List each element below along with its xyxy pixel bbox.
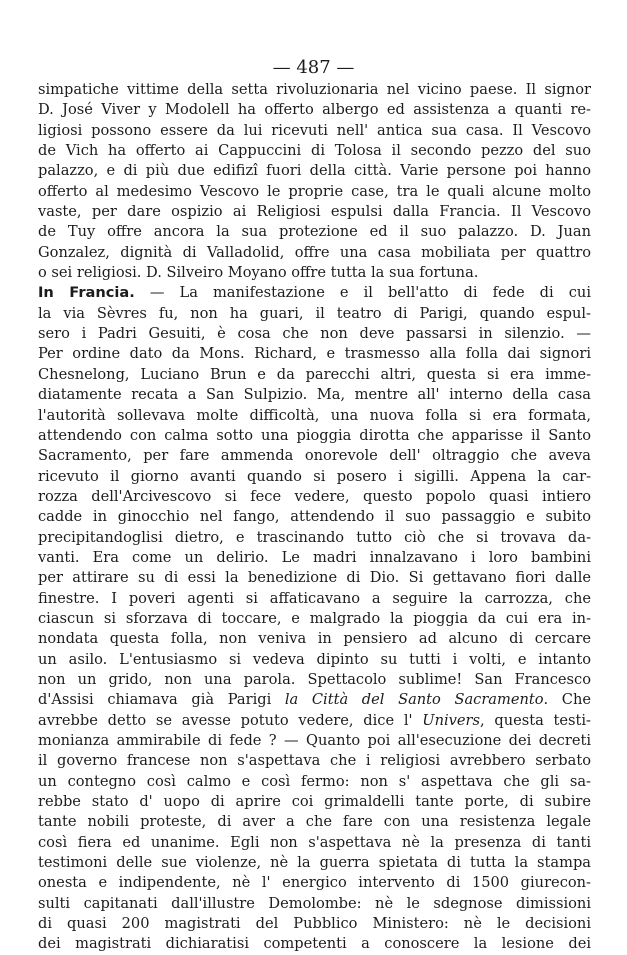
text-line — [38, 690, 591, 710]
text-line: sulti capitanati dall'illustre Demolombe: nè le sdegnose dimissioni — [38, 894, 591, 912]
text-line: diatamente recata a San Sulpizio. Ma, mentre all' interno della casa — [38, 386, 591, 404]
text-line: simpatiche vittime della setta rivoluzionaria nel vicino paese. Il signor — [38, 81, 591, 98]
text-line: l'autorità sollevava molte difficoltà, una nuova folla si era formata, — [38, 406, 591, 424]
text-line: rebbe stato d' uopo di aprire coi grimaldelli tante porte, di subire — [38, 793, 591, 811]
text-line: un contegno così calmo e così fermo: non s' aspettava che gli sa- — [38, 772, 591, 790]
text-line: nondata questa folla, non veniva in pensiero ad alcuno di cercare — [38, 630, 591, 648]
text-line: Sacramento, per fare ammenda onorevole dell' oltraggio che aveva — [38, 447, 591, 465]
text-line: un asilo. L'entusiasmo si vedeva dipinto su tutti i volti, e intanto — [38, 650, 591, 668]
text-line: il governo francese non s'aspettava che i religiosi avrebbero serbato — [38, 752, 591, 770]
text-line: sero i Padri Gesuiti, è cosa che non deve passarsi in silenzio. — — [38, 325, 591, 343]
text-line: de Tuy offre ancora la sua protezione ed il suo palazzo. D. Juan — [38, 223, 591, 241]
italic-text: Univers — [422, 711, 480, 729]
text-line: la via Sèvres fu, non ha guari, il teatro di Parigi, quando espul- — [38, 304, 591, 322]
text-line: di quasi 200 magistrati del Pubblico Ministero: nè le decisioni — [38, 915, 591, 933]
text-line: Per ordine dato da Mons. Richard, e trasmesso alla folla dai signori — [38, 345, 591, 363]
text-run: — La manifestazione e il bell'atto di fede di cui — [134, 284, 591, 302]
text-line: così fiera ed unanime. Egli non s'aspettava nè la presenza di tanti — [38, 833, 591, 851]
page-number: — 487 — — [272, 57, 355, 78]
text-line: tante nobili proteste, di aver a che fare con una resistenza legale — [38, 813, 591, 831]
text-line: attendendo con calma sotto una pioggia dirotta che apparisse il Santo — [38, 426, 591, 444]
text-line: monianza ammirabile di fede ? — Quanto poi all'esecuzione dei decreti — [38, 732, 591, 749]
text-line: vanti. Era come un delirio. Le madri innalzavano i loro bambini — [38, 548, 591, 566]
italic-text: la Città del Santo Sacramento — [284, 691, 544, 709]
text-line: vaste, per dare ospizio ai Religiosi espulsi dalla Francia. Il Vescovo — [38, 203, 591, 221]
section-heading: In Francia. — [38, 284, 135, 302]
text-run: . Che — [543, 691, 591, 709]
text-line — [38, 711, 591, 731]
text-line: rozza dell'Arcivescovo si fece vedere, questo popolo quasi intiero — [38, 487, 591, 505]
text-run: avrebbe detto se avesse potuto vedere, dice l' — [38, 711, 423, 729]
text-line: Gonzalez, dignità di Valladolid, offre una casa mobiliata per quattro — [38, 243, 591, 261]
text-line: de Vich ha offerto ai Cappuccini di Tolosa il secondo pezzo del suo — [38, 142, 591, 160]
text-line: testimoni delle sue violenze, nè la guerra spietata di tutta la stampa — [38, 854, 591, 872]
text-line: non un grido, non una parola. Spettacolo sublime! San Francesco — [38, 670, 591, 688]
text-line: palazzo, e di più due edifizî fuori della città. Varie persone poi hanno — [38, 162, 591, 180]
text-line: D. José Viver y Modolell ha offerto albergo ed assistenza a quanti re- — [38, 101, 591, 119]
text-line: ligiosi possono essere da lui ricevuti nell' antica sua casa. Il Vescovo — [38, 121, 591, 139]
text-run: d'Assisi chiamava già Parigi — [38, 691, 285, 709]
text-line: o sei religiosi. D. Silveiro Moyano offre tutta la sua fortuna. — [38, 264, 479, 282]
text-line: cadde in ginocchio nel fango, attendendo il suo passaggio e subito — [38, 508, 591, 526]
text-run: , questa testi- — [479, 711, 591, 729]
body-text — [38, 80, 591, 955]
text-line: offerto al medesimo Vescovo le proprie case, tra le quali alcune molto — [38, 182, 591, 200]
text-line: finestre. I poveri agenti si affaticavano a seguire la carrozza, che — [38, 589, 591, 607]
text-line — [38, 283, 591, 303]
text-line: precipitandoglisi dietro, e trascinando tutto ciò che si trovava da- — [38, 528, 591, 546]
text-line: Chesnelong, Luciano Brun e da parecchi altri, questa si era imme- — [38, 365, 591, 383]
text-line: dei magistrati dichiaratisi competenti a conoscere la lesione dei — [38, 935, 591, 953]
text-line: per attirare su di essi la benedizione di Dio. Si gettavano fiori dalle — [38, 569, 591, 587]
text-line: ciascun si sforzava di toccare, e malgrado la pioggia da cui era in- — [38, 609, 591, 627]
text-line: ricevuto il giorno avanti quando si posero i sigilli. Appena la car- — [38, 467, 591, 485]
text-line: onesta e indipendente, nè l' energico intervento di 1500 giurecon- — [38, 874, 591, 892]
